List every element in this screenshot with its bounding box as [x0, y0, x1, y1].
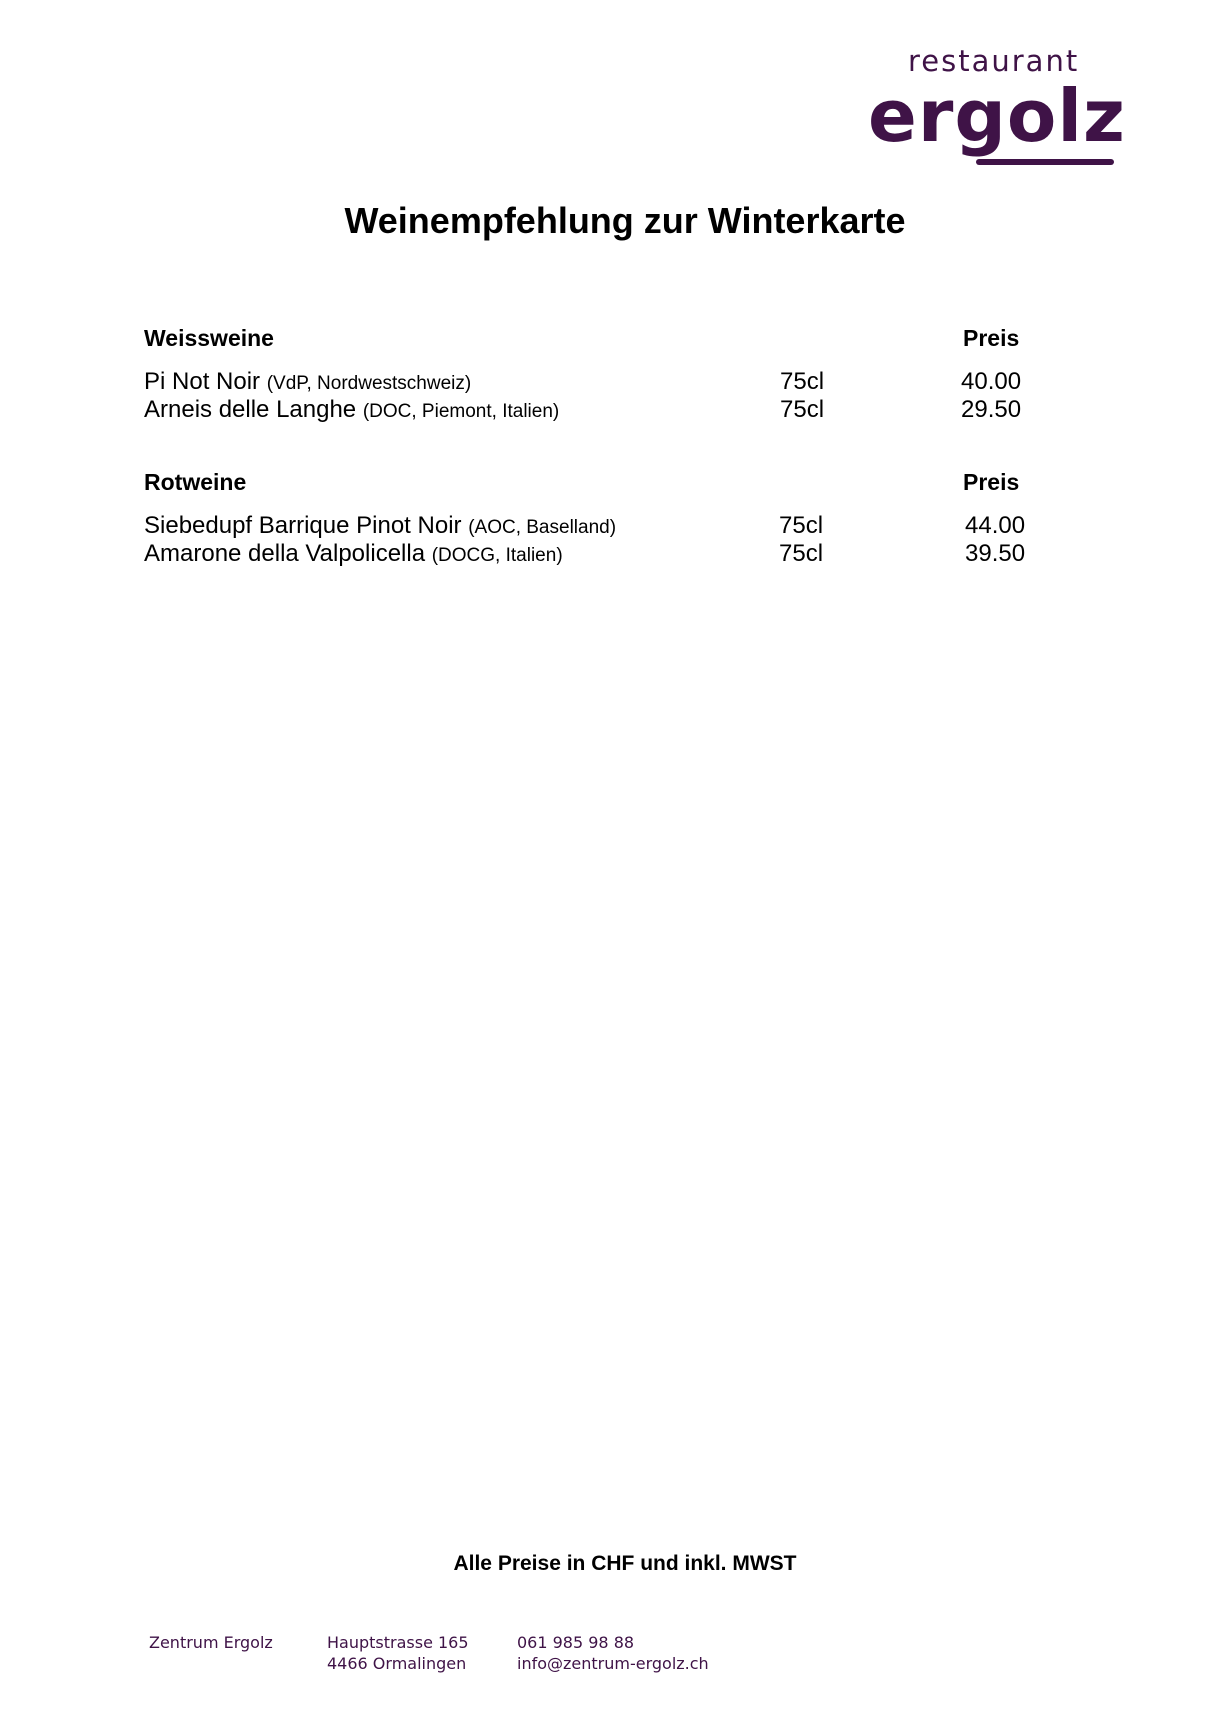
footer-street: Hauptstrasse 165: [327, 1633, 469, 1652]
footer-contact: [517, 1632, 709, 1674]
wine-row: [144, 396, 1044, 424]
wine-row: [144, 512, 1044, 540]
footer-address: [327, 1632, 469, 1674]
footer-company: Zentrum Ergolz: [149, 1633, 273, 1652]
page-title: Weinempfehlung zur Winterkarte: [344, 200, 906, 241]
price-column-header: Preis: [963, 469, 1020, 495]
section-title: Weissweine: [144, 325, 274, 351]
wine-name: Pi Not Noir: [144, 368, 261, 395]
footer-name: [149, 1632, 273, 1653]
section-title: Rotweine: [144, 469, 247, 495]
wine-size: 75cl: [780, 368, 825, 395]
wine-name-group: [144, 368, 471, 396]
restaurant-logo: [868, 44, 1126, 174]
footer-email: info@zentrum-ergolz.ch: [517, 1654, 709, 1673]
wine-row: [144, 540, 1044, 568]
wine-origin: (VdP, Nordwestschweiz): [266, 373, 472, 394]
logo-ergolz-text: ergolz: [868, 74, 1126, 158]
wine-price: 44.00: [965, 512, 1026, 539]
wine-size: 75cl: [779, 540, 824, 567]
wine-price: 39.50: [965, 540, 1026, 567]
wine-name-group: [144, 396, 559, 424]
wine-size: 75cl: [779, 512, 824, 539]
section-white-wines: [144, 325, 1044, 424]
price-column-header: Preis: [963, 325, 1020, 351]
wine-origin: (DOC, Piemont, Italien): [362, 401, 560, 422]
wine-row: [144, 368, 1044, 396]
wine-price: 29.50: [961, 396, 1022, 423]
wine-name-group: [144, 540, 563, 568]
logo-restaurant-text: restaurant: [908, 44, 1080, 78]
wine-price: 40.00: [961, 368, 1022, 395]
wine-size: 75cl: [780, 396, 825, 423]
section-header: [144, 325, 1044, 357]
wine-name: Arneis delle Langhe: [144, 396, 357, 423]
wine-origin: (DOCG, Italien): [431, 545, 563, 566]
section-red-wines: [144, 469, 1044, 568]
logo-underline: [976, 159, 1114, 165]
wine-name: Siebedupf Barrique Pinot Noir: [144, 512, 462, 539]
wine-name: Amarone della Valpolicella: [144, 540, 426, 567]
footer-phone: 061 985 98 88: [517, 1633, 635, 1652]
section-header: [144, 469, 1044, 501]
footer-city: 4466 Ormalingen: [327, 1654, 467, 1673]
price-note: Alle Preise in CHF und inkl. MWST: [453, 1552, 797, 1575]
wine-name-group: [144, 512, 616, 540]
wine-origin: (AOC, Baselland): [468, 517, 617, 538]
